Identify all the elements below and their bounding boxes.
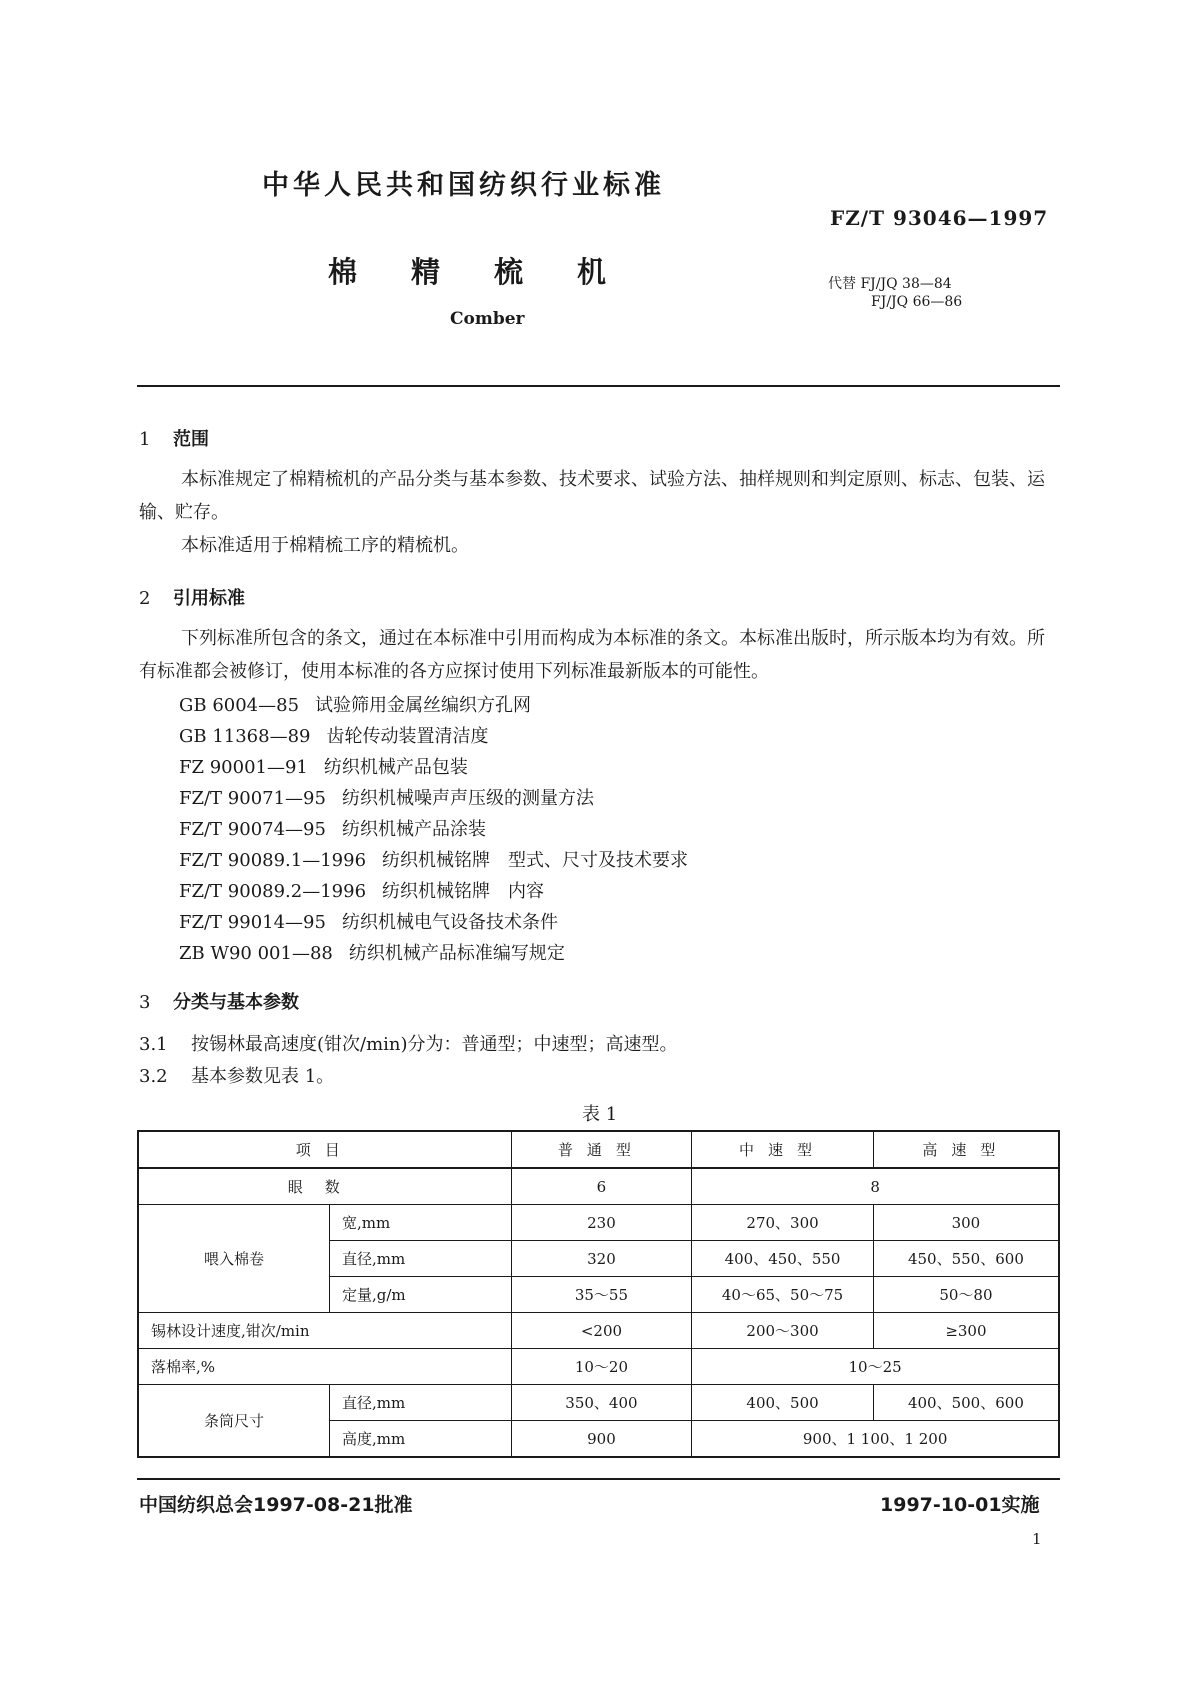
replaces-standards [828,275,962,311]
reference-code: FZ 90001—91 [179,757,308,778]
row-label: 落棉率,% [138,1349,511,1385]
table-row [138,1168,1059,1205]
reference-code: FZ/T 90074—95 [179,819,326,840]
section-number: 1 [139,429,151,450]
clause-text: 基本参数见表 1。 [191,1066,335,1087]
section-number: 2 [139,588,151,609]
header-high-speed-type: 高速型 [873,1131,1059,1168]
section-1-paragraph-1: 本标准规定了棉精梳机的产品分类与基本参数、技术要求、试验方法、抽样规则和判定原则、标志、包装、运输、贮存。 [139,469,1045,523]
row-label: 直径,mm [329,1241,511,1277]
replaces-line-1: 代替 FJ/JQ 38—84 [828,276,952,292]
table-cell: 230 [511,1205,692,1241]
table-row [138,1313,1059,1349]
table-cell: 270、300 [692,1205,874,1241]
reference-title: 纺织机械产品包装 [323,757,468,778]
table-cell: 320 [511,1241,692,1277]
approval-line: 中国纺织总会1997-08-21批准 [139,1494,413,1516]
reference-title: 齿轮传动装置清洁度 [326,726,489,747]
header-divider [137,385,1060,387]
reference-item [179,846,688,872]
reference-title: 纺织机械电气设备技术条件 [341,912,558,933]
reference-title: 纺织机械铭牌 型式、尺寸及技术要求 [382,850,689,871]
implementation-date: 1997-10-01实施 [880,1494,1040,1516]
row-group-label: 条筒尺寸 [138,1385,329,1458]
reference-title: 纺织机械产品标准编写规定 [348,943,565,964]
header-item: 项目 [138,1131,511,1168]
issuing-organization: 中华人民共和国纺织行业标准 [262,170,665,201]
section-3-heading [139,988,299,1014]
table-cell: 900、1 100、1 200 [692,1421,1059,1458]
clause-number: 3.2 [139,1066,168,1087]
section-title: 引用标准 [173,588,245,609]
table-cell: 400、500 [692,1385,874,1421]
reference-code: GB 11368—89 [179,726,311,747]
section-1-heading [139,425,209,451]
reference-item [179,722,489,748]
page-number: 1 [1032,1530,1042,1548]
table-row [138,1349,1059,1385]
table-caption: 表 1 [582,1104,618,1125]
reference-item [179,691,531,717]
reference-item [179,784,594,810]
table-cell: ≥300 [873,1313,1059,1349]
section-1-paragraph-2: 本标准适用于棉精梳工序的精梳机。 [181,535,469,556]
table-cell: 350、400 [511,1385,692,1421]
reference-item [179,877,544,903]
table-cell: <200 [511,1313,692,1349]
row-group-label: 喂入棉卷 [138,1205,329,1313]
table-cell: 35～55 [511,1277,692,1313]
section-2-heading [139,584,245,610]
section-title: 范围 [173,429,209,450]
table-cell: 450、550、600 [873,1241,1059,1277]
row-label: 锡林设计速度,钳次/min [138,1313,511,1349]
standard-code: FZ/T 93046—1997 [830,206,1049,230]
footer-divider [137,1478,1060,1480]
clause-text: 按锡林最高速度(钳次/min)分为：普通型；中速型；高速型。 [191,1034,678,1055]
clause-3-1 [139,1030,678,1056]
table-cell: 900 [511,1421,692,1458]
reference-code: FZ/T 99014—95 [179,912,326,933]
reference-code: FZ/T 90071—95 [179,788,326,809]
reference-title: 试验筛用金属丝编织方孔网 [315,695,532,716]
reference-item [179,815,486,841]
section-2-paragraph-1: 下列标准所包含的条文，通过在本标准中引用而构成为本标准的条文。本标准出版时，所示版本均为有效。所有标准都会被修订，使用本标准的各方应探讨使用下列标准最新版本的可能性。 [139,628,1045,682]
basic-parameters-table [137,1130,1060,1458]
table-cell: 300 [873,1205,1059,1241]
header-standard-type: 普通型 [511,1131,692,1168]
reference-item [179,753,468,779]
table-cell: 10～20 [511,1349,692,1385]
table-cell: 400、450、550 [692,1241,874,1277]
table-cell: 8 [692,1168,1059,1205]
table-cell: 6 [511,1168,692,1205]
clause-number: 3.1 [139,1034,168,1055]
table-cell: 200～300 [692,1313,874,1349]
row-label: 宽,mm [329,1205,511,1241]
row-label: 眼数 [138,1168,511,1205]
reference-code: FZ/T 90089.2—1996 [179,881,367,902]
header-medium-speed-type: 中速型 [692,1131,874,1168]
reference-item [179,908,558,934]
table-cell: 40～65、50～75 [692,1277,874,1313]
row-label: 高度,mm [329,1421,511,1458]
reference-code: GB 6004—85 [179,695,300,716]
reference-code: ZB W90 001—88 [179,943,333,964]
table-cell: 400、500、600 [873,1385,1059,1421]
reference-code: FZ/T 90089.1—1996 [179,850,367,871]
row-label: 定量,g/m [329,1277,511,1313]
reference-item [179,939,565,965]
row-label: 直径,mm [329,1385,511,1421]
table-row [138,1385,1059,1421]
clause-3-2 [139,1062,334,1088]
table-header-row [138,1131,1059,1168]
document-title: 棉精梳机 [328,255,661,289]
document-subtitle: Comber [450,309,525,329]
table-cell: 50～80 [873,1277,1059,1313]
table-cell: 10～25 [692,1349,1059,1385]
reference-title: 纺织机械铭牌 内容 [382,881,545,902]
reference-title: 纺织机械产品涂装 [341,819,486,840]
section-title: 分类与基本参数 [173,992,299,1013]
reference-title: 纺织机械噪声声压级的测量方法 [341,788,594,809]
replaces-line-2: FJ/JQ 66—86 [871,294,963,310]
section-number: 3 [139,992,151,1013]
table-row [138,1205,1059,1241]
